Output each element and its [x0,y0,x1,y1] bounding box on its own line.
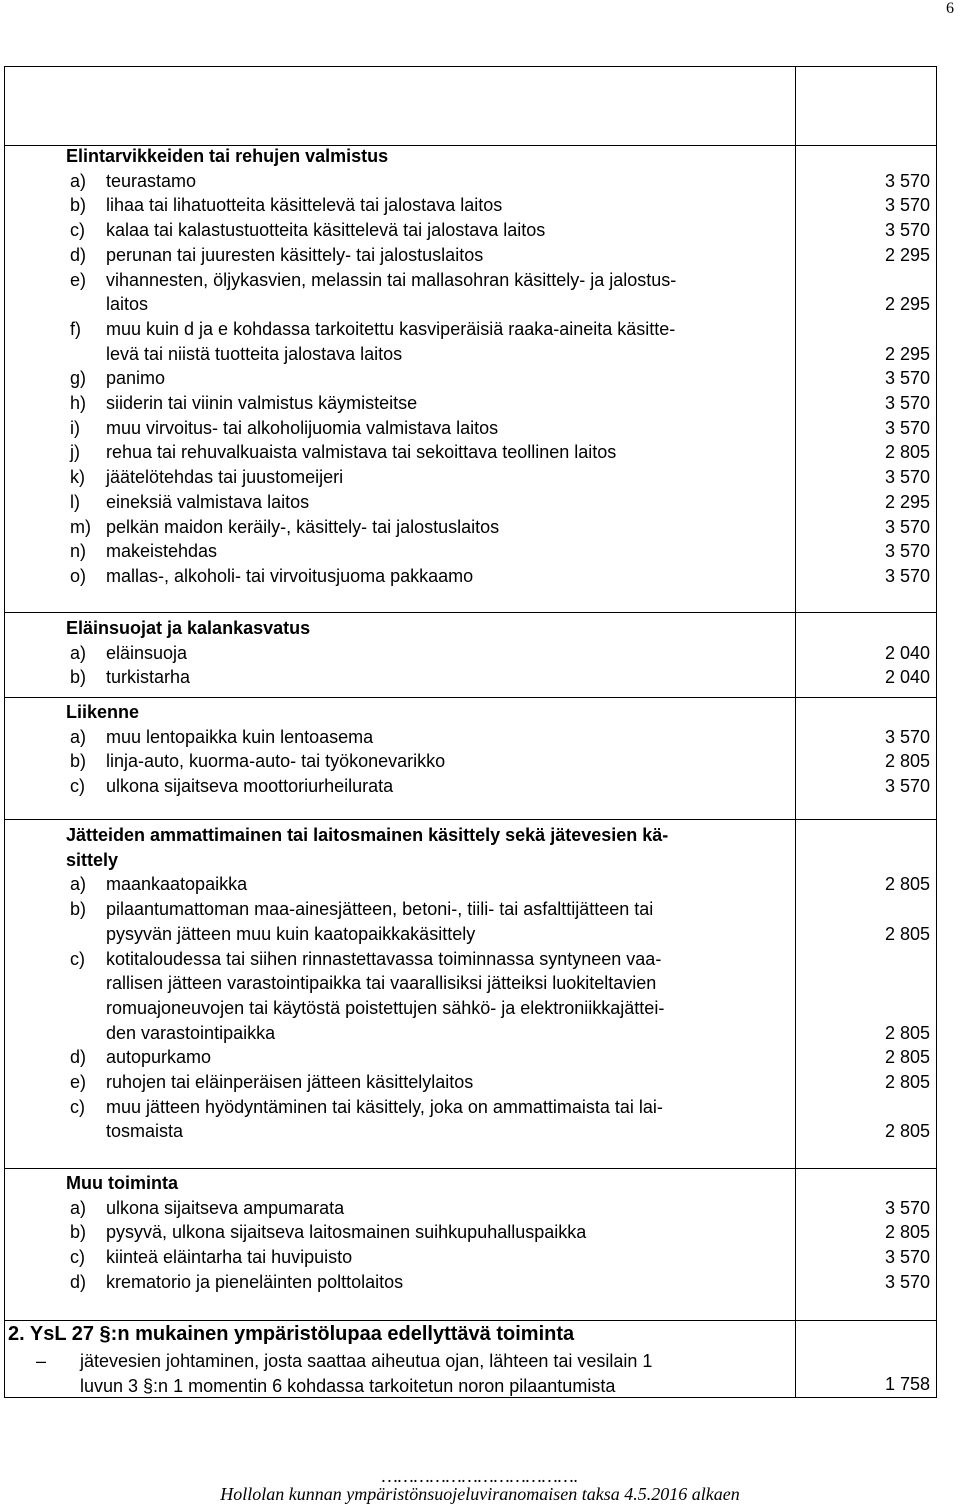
item-label: a) [70,642,87,663]
item-text: kiinteä eläintarha tai huvipuisto [106,1247,353,1268]
fee-amount: 3 570 [884,726,930,747]
fee-amount: 3 570 [884,467,930,488]
item-text: autopurkamo [106,1047,212,1068]
footer-text: Hollolan kunnan ympäristönsuojeluviranomaisen taksa 4.5.2016 alkaen [220,1484,740,1504]
fee-row [0,243,960,267]
fee-amount: 3 570 [884,776,930,797]
fee-row [0,515,960,539]
item-text: ruhojen tai eläinperäisen jätteen käsittelylaitos [106,1072,474,1092]
item-text: ulkona sijaitseva moottoriurheilurata [106,776,394,797]
fee-row [0,490,960,514]
fee-row [0,1220,960,1244]
item-label: a) [70,874,87,895]
fee-row [0,749,960,773]
item-text: pysyvän jätteen muu kuin kaatopaikkakäsittely [106,923,476,944]
item-text: maankaatopaikka [106,874,248,895]
item-text: makeistehdas [106,541,218,562]
item-label: b) [70,195,87,216]
fee-row [0,641,960,665]
fee-amount: 2 295 [884,244,930,265]
section-divider [4,612,937,613]
fee-amount: 3 570 [884,516,930,537]
item-label: c) [70,948,85,969]
fee-row [0,665,960,689]
footer-dots: ………………………………. [381,1466,579,1486]
fee-amount: 2 295 [884,491,930,512]
fee-row [0,1119,960,1143]
fee-amount: 2 805 [884,1222,930,1243]
item-text: lihaa tai lihatuotteita käsittelevä tai jalostava laitos [106,195,503,216]
item-text: mallas-, alkoholi- tai virvoitusjuoma pakkaamo [106,565,474,586]
fee-row [0,391,960,415]
section-jatteet-title: sittely [66,849,119,870]
fee-row [0,366,960,390]
item-label: a) [70,726,87,747]
fee-row [0,1021,960,1045]
item-text: pelkän maidon keräily-, käsittely- tai jalostuslaitos [106,516,500,537]
fee-amount: 2 805 [884,751,930,772]
fee-row [0,996,960,1020]
item-text: den varastointipaikka [106,1022,276,1043]
item-text: eineksiä valmistava laitos [106,491,310,512]
item-label: j) [70,442,80,463]
section-muu-toiminta-title-row [0,1171,960,1195]
fee-amount: 3 570 [884,1271,930,1292]
section-elainsuojat-title: Eläinsuojat ja kalankasvatus [66,618,311,638]
section-divider [4,1320,937,1321]
item-text: vihannesten, öljykasvien, melassin tai mallasohran käsittely- ja jalostus- [106,269,677,290]
item-text: eläinsuoja [106,642,188,663]
fee-row [0,1070,960,1094]
section-muu-toiminta-title: Muu toiminta [66,1173,178,1193]
fee-amount: 3 570 [884,1197,930,1218]
fee-row [0,440,960,464]
item-text: muu jätteen hyödyntäminen tai käsittely, joka on ammattimaista tai lai- [106,1096,663,1117]
item-text: pysyvä, ulkona sijaitseva laitosmainen suihkupuhalluspaikka [106,1222,587,1243]
fee-amount: 2 805 [884,1047,930,1068]
item-text: romuajoneuvojen tai käytöstä poistettujen sähkö- ja elektroniikkajättei- [106,997,665,1018]
section-elintarvikkeet-title-row [0,144,960,168]
item-label: h) [70,393,87,413]
fee-row [0,774,960,798]
fee-row [0,725,960,749]
fee-amount: 2 805 [884,1072,930,1092]
item-text: perunan tai juuresten käsittely- tai jalostuslaitos [106,244,484,265]
fee-amount: 2 805 [884,442,930,463]
item-label: e) [70,1072,87,1092]
fee-row [0,1196,960,1220]
section-elainsuojat-title-row [0,616,960,640]
item-label: e) [70,269,87,290]
fee-amount: 1 758 [884,1373,930,1394]
item-label: c) [70,1247,85,1268]
fee-amount: 2 805 [884,1022,930,1043]
item-label: c) [70,776,85,797]
fee-row [0,539,960,563]
item-text: jätevesien johtaminen, josta saattaa aiheutua ojan, lähteen tai vesilain 1 [80,1351,653,1371]
item-label: b) [70,751,87,772]
section-divider [4,697,937,698]
fee-row [0,292,960,316]
item-label: b) [70,899,87,920]
item-text: tosmaista [106,1121,184,1142]
item-text: linja-auto, kuorma-auto- tai työkonevarikko [106,751,446,772]
item-text: muu lentopaikka kuin lentoasema [106,726,374,747]
fee-row [0,1270,960,1294]
ysl-title-row [0,1322,960,1346]
fee-amount: 3 570 [884,170,930,191]
item-text: laitos [106,294,149,315]
fee-row [0,193,960,217]
item-label: c) [70,1096,85,1117]
item-text: panimo [106,368,166,389]
item-label: l) [70,491,80,512]
item-text: kotitaloudessa tai siihen rinnastettavassa toiminnassa syntyneen vaa- [106,948,662,969]
fee-row [0,169,960,193]
ysl-title: 2. YsL 27 §:n mukainen ympäristölupaa edellyttävä toiminta [8,1323,575,1345]
fee-row [0,218,960,242]
item-text: muu kuin d ja e kohdassa tarkoitettu kasviperäisiä raaka-aineita käsitte- [106,318,676,339]
section-divider [4,819,937,820]
item-text: turkistarha [106,667,191,688]
fee-row [0,1245,960,1269]
item-label: f) [70,318,81,339]
item-text: siiderin tai viinin valmistus käymisteitse [106,393,418,413]
item-text: rehua tai rehuvalkuaista valmistava tai sekoittava teollinen laitos [106,442,617,463]
item-text: luvun 3 §:n 1 momentin 6 kohdassa tarkoitetun noron pilaantumista [80,1375,616,1396]
fee-amount: 3 570 [884,220,930,241]
fee-amount: 3 570 [884,541,930,562]
fee-row [0,564,960,588]
fee-amount: 2 805 [884,874,930,895]
section-jatteet-title-row [0,823,960,847]
item-text: pilaantumattoman maa-ainesjätteen, betoni-, tiili- tai asfalttijätteen tai [106,899,654,920]
fee-amount: 3 570 [884,1247,930,1268]
fee-row [0,872,960,896]
item-text: rallisen jätteen varastointipaikka tai vaarallisiksi jätteiksi luokiteltavien [106,973,657,994]
fee-amount: 2 040 [884,642,930,663]
fee-row [0,922,960,946]
fee-row [0,268,960,292]
item-text: teurastamo [106,170,197,191]
section-divider [4,1168,937,1169]
item-label: i) [70,417,80,438]
section-liikenne-title: Liikenne [66,702,140,722]
fee-row [0,342,960,366]
fee-amount: 2 805 [884,1121,930,1142]
fee-row [0,897,960,921]
item-label: n) [70,541,87,562]
section-elintarvikkeet-title: Elintarvikkeiden tai rehujen valmistus [66,146,389,166]
page-number: 6 [946,0,954,17]
fee-row [0,1045,960,1069]
fee-amount: 3 570 [884,417,930,438]
fee-amount: 2 040 [884,667,930,688]
item-text: muu virvoitus- tai alkoholijuomia valmistava laitos [106,417,499,438]
fee-amount: 2 295 [884,343,930,364]
item-text: kalaa tai kalastustuotteita käsittelevä tai jalostava laitos [106,220,546,241]
section-jatteet-title-row [0,848,960,872]
item-label: g) [70,368,87,389]
fee-row [0,1349,960,1373]
fee-amount: 2 295 [884,294,930,315]
fee-row [0,465,960,489]
fee-row [0,416,960,440]
item-label: a) [70,1197,87,1218]
fee-amount: 3 570 [884,195,930,216]
fee-amount: 2 805 [884,923,930,944]
item-text: levä tai niistä tuotteita jalostava laitos [106,343,403,364]
fee-row [0,1374,960,1398]
fee-row [0,947,960,971]
item-label: o) [70,565,87,586]
item-label: d) [70,1047,87,1068]
fee-amount: 3 570 [884,393,930,413]
fee-amount: 3 570 [884,565,930,586]
item-label: k) [70,467,85,488]
section-jatteet-title: Jätteiden ammattimainen tai laitosmainen käsittely sekä jätevesien kä- [66,825,669,845]
item-text: krematorio ja pieneläinten polttolaitos [106,1271,404,1292]
item-label: c) [70,220,85,241]
fee-row [0,317,960,341]
item-text: ulkona sijaitseva ampumarata [106,1197,345,1218]
section-liikenne-title-row [0,700,960,724]
fee-amount: 3 570 [884,368,930,389]
item-label: b) [70,1222,87,1243]
fee-row [0,971,960,995]
item-label: b) [70,667,87,688]
item-label: a) [70,170,87,191]
dash-bullet: – [36,1351,47,1371]
item-label: m) [70,516,91,537]
item-text: jäätelötehdas tai juustomeijeri [106,467,344,488]
fee-row [0,1095,960,1119]
item-label: d) [70,244,87,265]
item-label: d) [70,1271,87,1292]
